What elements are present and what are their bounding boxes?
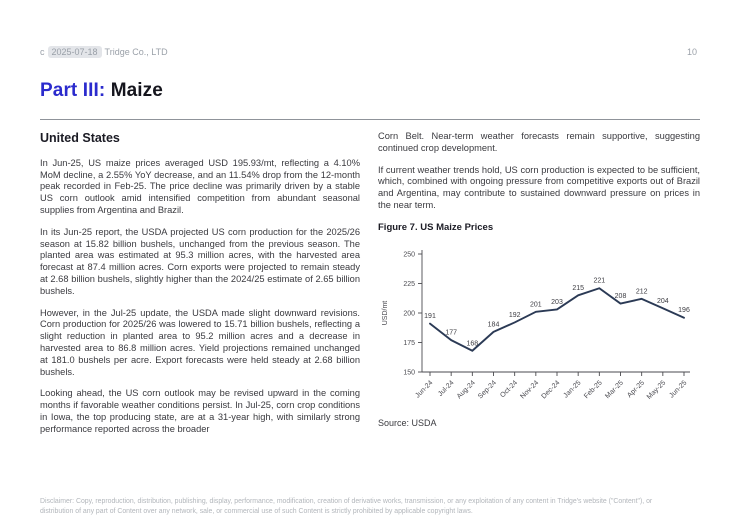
- svg-text:212: 212: [635, 288, 648, 296]
- body-paragraph: In Jun-25, US maize prices averaged USD 195.93/mt, reflecting a 4.10% MoM decline, a 2.55% YoY decrease, and an 11.54% drop from the 12-month peak recorded in Feb-25. The price decline was primarily driven by a stable US corn outlook amid intensified competition from abundant seasonal supplies from Argentina and Brazil.: [40, 157, 360, 216]
- body-paragraph: However, in the Jul-25 update, the USDA made slight downward revisions. Corn production for 2025/26 was lowered to 15.71 billion bushels, reflecting a slight reduction in planted area to 95.2 million acres and a decrease in harvested area to 86.8 million acres. Yield projections remained unchanged at 181.0 bushels per acre. Export forecasts were held steady at 2.68 billion bushels.: [40, 307, 360, 377]
- svg-text:201: 201: [529, 301, 542, 309]
- copyright-prefix: c: [40, 47, 45, 57]
- svg-text:250: 250: [403, 251, 415, 259]
- svg-text:177: 177: [445, 329, 458, 337]
- svg-text:203: 203: [551, 298, 563, 306]
- footer-disclaimer: Disclaimer: Copy, reproduction, distribution, publishing, display, performance, modification, creation of derivative works, transmission, or any exploitation of any content in Tridge's website ("Content"), or distribution of any part of Content over any network, sale, or commercial use of such Content is strictly prohibited by applicable copyright laws.: [40, 498, 653, 516]
- title-divider: [40, 119, 700, 120]
- report-date-badge: 2025-07-18: [48, 46, 102, 58]
- company-name: Tridge Co., LTD: [104, 47, 168, 57]
- body-paragraph: Looking ahead, the US corn outlook may be revised upward in the coming months if favorable weather conditions persist. In Jul-25, corn crop conditions in Iowa, the top producing state, are at a 31-year high, with similarly strong performance reported across the broader: [40, 388, 360, 434]
- svg-text:221: 221: [593, 277, 606, 285]
- svg-text:208: 208: [614, 292, 627, 300]
- right-column: [378, 131, 700, 429]
- body-paragraph: If current weather trends hold, US corn production is expected to be sufficient, which, combined with ongoing pressure from competitive exports out of Brazil and Argentina, may contribute to sustained downward pressure on prices in the near term.: [378, 164, 700, 210]
- svg-text:225: 225: [403, 280, 415, 288]
- svg-text:Aug-24: Aug-24: [455, 379, 477, 401]
- page-title-subject: Maize: [105, 80, 163, 101]
- copyright-line: [40, 46, 168, 58]
- svg-text:192: 192: [508, 311, 521, 319]
- left-column: [40, 131, 360, 446]
- svg-text:184: 184: [487, 321, 500, 329]
- maize-price-chart: [378, 240, 700, 408]
- section-heading: United States: [40, 131, 120, 145]
- svg-text:Oct-24: Oct-24: [499, 379, 520, 400]
- body-paragraph: In its Jun-25 report, the USDA projected US corn production for the 2025/26 season at 15.82 billion bushels, unchanged from the previous season. The planted area was estimated at 95.3 million acres, with the harvested area forecast at 87.4 million acres. Corn exports were projected to remain steady at 2.68 billion bushels, slightly higher than the 2024/25 estimate of 2.65 billion bushels.: [40, 226, 360, 296]
- svg-text:Jun-25: Jun-25: [668, 379, 689, 400]
- svg-text:168: 168: [466, 340, 479, 348]
- svg-text:Nov-24: Nov-24: [519, 379, 541, 401]
- figure-caption: Figure 7. US Maize Prices: [378, 221, 494, 233]
- svg-text:215: 215: [572, 284, 585, 292]
- page-title: [40, 80, 163, 102]
- body-paragraph: Corn Belt. Near-term weather forecasts remain supportive, suggesting continued crop development.: [378, 131, 700, 153]
- svg-text:Apr-25: Apr-25: [626, 379, 647, 400]
- svg-text:Feb-25: Feb-25: [583, 379, 604, 400]
- svg-text:204: 204: [656, 297, 669, 305]
- svg-text:Mar-25: Mar-25: [604, 379, 625, 400]
- svg-text:Jun-24: Jun-24: [414, 379, 435, 400]
- svg-text:200: 200: [403, 310, 415, 318]
- page-title-part: Part III:: [40, 80, 106, 101]
- svg-text:May-25: May-25: [645, 379, 668, 401]
- svg-text:175: 175: [403, 339, 415, 347]
- svg-text:196: 196: [678, 307, 690, 315]
- chart-source: Source: USDA: [378, 417, 437, 428]
- svg-text:191: 191: [424, 312, 436, 320]
- svg-text:USD/mt: USD/mt: [382, 300, 389, 326]
- svg-text:Jan-25: Jan-25: [562, 379, 583, 400]
- line-chart-canvas: [378, 240, 700, 408]
- svg-text:Sep-24: Sep-24: [476, 379, 498, 401]
- svg-text:Dec-24: Dec-24: [540, 379, 562, 401]
- svg-text:150: 150: [403, 369, 415, 377]
- page-header: [40, 46, 697, 58]
- page-number: 10: [686, 47, 697, 57]
- svg-text:Jul-24: Jul-24: [437, 379, 456, 398]
